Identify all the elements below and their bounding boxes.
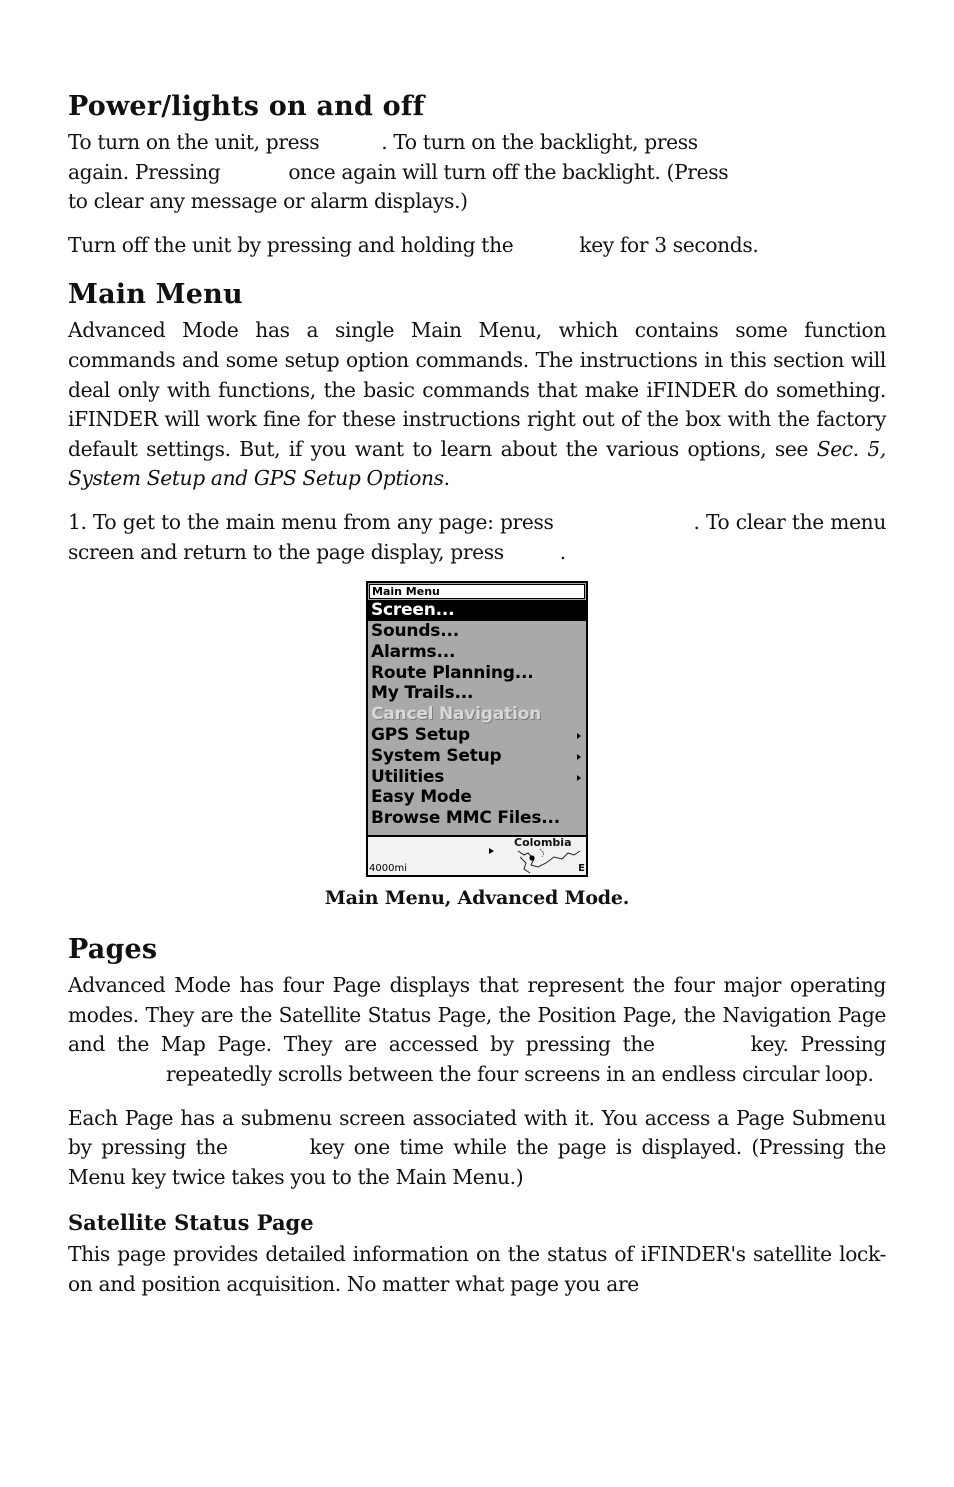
figure-caption: Main Menu, Advanced Mode.: [324, 887, 630, 910]
paragraph-pages-1: Advanced Mode has four Page displays that represent the four major operating modes. They are the Satellite Status Page, the Position Page, the Navigation Page and the Map Page. They are accessed by pressing the key. Pressingrepeatedly scrolls between the four screens in an endless circular loop.: [68, 973, 886, 1086]
menu-item[interactable]: [368, 808, 586, 829]
figure-main-menu: [68, 581, 886, 929]
paragraph-main-menu-2: 1. To get to the main menu from any page: press . To clear the menu screen and return to the page display, press .: [68, 509, 886, 564]
menu-item-label: Route Planning...: [371, 662, 534, 683]
menu-item[interactable]: [368, 600, 586, 621]
cross-reference: Sec. 5, System Setup and GPS Setup Options: [68, 436, 886, 491]
submenu-arrow-icon: [577, 754, 581, 760]
menu-item[interactable]: [368, 642, 586, 663]
submenu-arrow-icon: [577, 775, 581, 781]
screen-title: Main Menu: [369, 584, 585, 599]
paragraph-pages-2: Each Page has a submenu screen associated with it. You access a Page Submenu by pressing the key one time while the page is displayed. (Pressing the Menu key twice takes you to the Main Menu.): [68, 1105, 886, 1189]
heading-satellite-status: Satellite Status Page: [68, 1210, 314, 1236]
menu-item[interactable]: [368, 621, 586, 642]
paragraph-power-2: Turn off the unit by pressing and holding the key for 3 seconds.: [68, 232, 759, 257]
menu-item[interactable]: [368, 746, 586, 767]
mini-map: [368, 835, 586, 875]
position-marker-icon: [529, 856, 534, 861]
menu-item-label: My Trails...: [371, 683, 474, 704]
menu-item[interactable]: [368, 725, 586, 746]
device-screen: [366, 581, 588, 877]
menu-item-label: GPS Setup: [371, 724, 470, 745]
manual-page: [68, 86, 886, 1313]
pointer-arrow-icon: [489, 848, 494, 854]
map-edge-label: E: [578, 863, 585, 875]
menu-item-label: Screen...: [371, 600, 455, 621]
menu-item[interactable]: [368, 663, 586, 684]
menu-item-label: Easy Mode: [371, 787, 472, 808]
heading-main-menu: Main Menu: [68, 279, 243, 311]
menu-list: [368, 600, 586, 829]
menu-item: [368, 704, 586, 725]
menu-item[interactable]: [368, 787, 586, 808]
heading-power-lights: Power/lights on and off: [68, 91, 425, 122]
submenu-arrow-icon: [577, 733, 581, 739]
menu-item-label: Sounds...: [371, 620, 459, 641]
menu-item-label: Browse MMC Files...: [371, 808, 561, 829]
menu-item-label: Cancel Navigation: [371, 704, 541, 725]
heading-pages: Pages: [68, 934, 158, 966]
map-place-label: Colombia: [514, 836, 572, 850]
menu-item-label: Alarms...: [371, 641, 456, 662]
menu-item-label: System Setup: [371, 745, 502, 766]
menu-item[interactable]: [368, 767, 586, 788]
paragraph-main-menu-1: Advanced Mode has a single Main Menu, which contains some function commands and some setup option commands. The instructions in this section will deal only with functions, the basic commands that make iFINDER do something. iFINDER will work fine for these instructions right out of the box with the factory default settings. But, if you want to learn about the various options, see Sec. 5, System Setup and GPS Setup Options.: [68, 318, 886, 491]
menu-item[interactable]: [368, 683, 586, 704]
paragraph-power-1: To turn on the unit, press . To turn on the backlight, press again. Pressing once again will turn off the backlight. (Press to clear any message or alarm displays.): [68, 130, 729, 214]
menu-item-label: Utilities: [371, 766, 445, 787]
map-scale-label: 4000mi: [369, 863, 407, 875]
paragraph-satellite-1: This page provides detailed information on the status of iFINDER's satellite lock-on and position acquisition. No matter what page you are: [68, 1242, 886, 1296]
